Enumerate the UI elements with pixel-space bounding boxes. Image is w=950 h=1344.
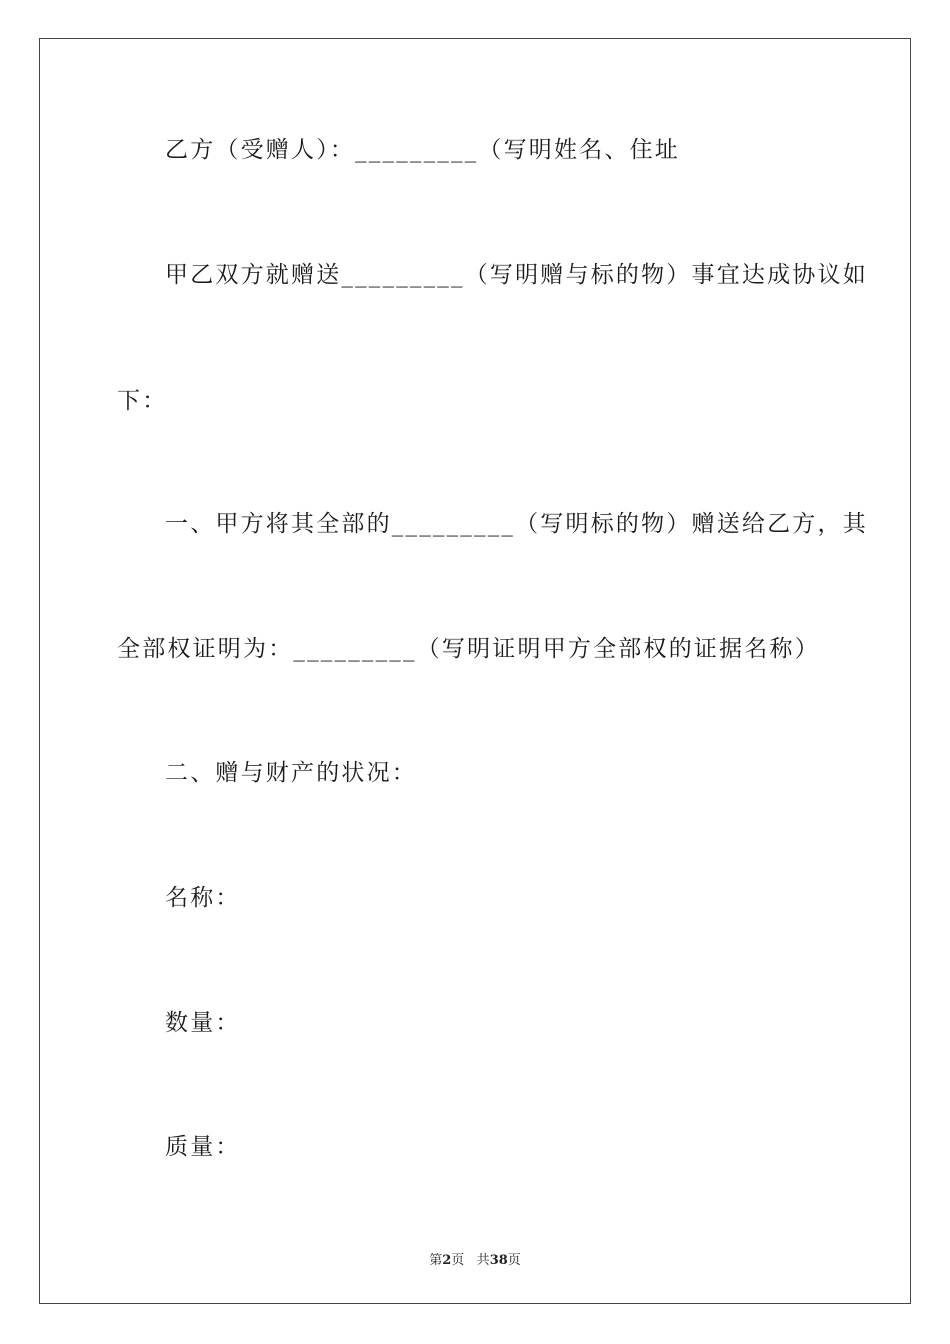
property-quality-label: 质量： (165, 1134, 241, 1160)
clause-one-continuation: 全部权证明为：_________（写明证明甲方全部权的证据名称） (117, 636, 820, 662)
footer-page-prefix: 第 (429, 1253, 443, 1268)
party-b-line: 乙方（受赠人）：_________（写明姓名、住址 (165, 137, 680, 163)
clause-one-line: 一、甲方将其全部的_________（写明标的物）赠送给乙方，其 (165, 511, 868, 537)
footer-total-suffix: 页 (507, 1253, 521, 1268)
footer-total-pages: 38 (489, 1253, 508, 1268)
footer-page-number: 2 (442, 1253, 452, 1268)
property-name-label: 名称： (165, 885, 241, 911)
page-footer (0, 1249, 950, 1268)
agreement-intro-line: 甲乙双方就赠送_________（写明赠与标的物）事宜达成协议如 (165, 262, 868, 288)
agreement-intro-continuation: 下： (117, 388, 168, 414)
footer-total-prefix: 共 (476, 1253, 490, 1268)
footer-page-suffix: 页 (451, 1253, 465, 1268)
page-border (39, 38, 911, 1304)
property-quantity-label: 数量： (165, 1010, 241, 1036)
clause-two-heading: 二、赠与财产的状况： (165, 760, 417, 786)
